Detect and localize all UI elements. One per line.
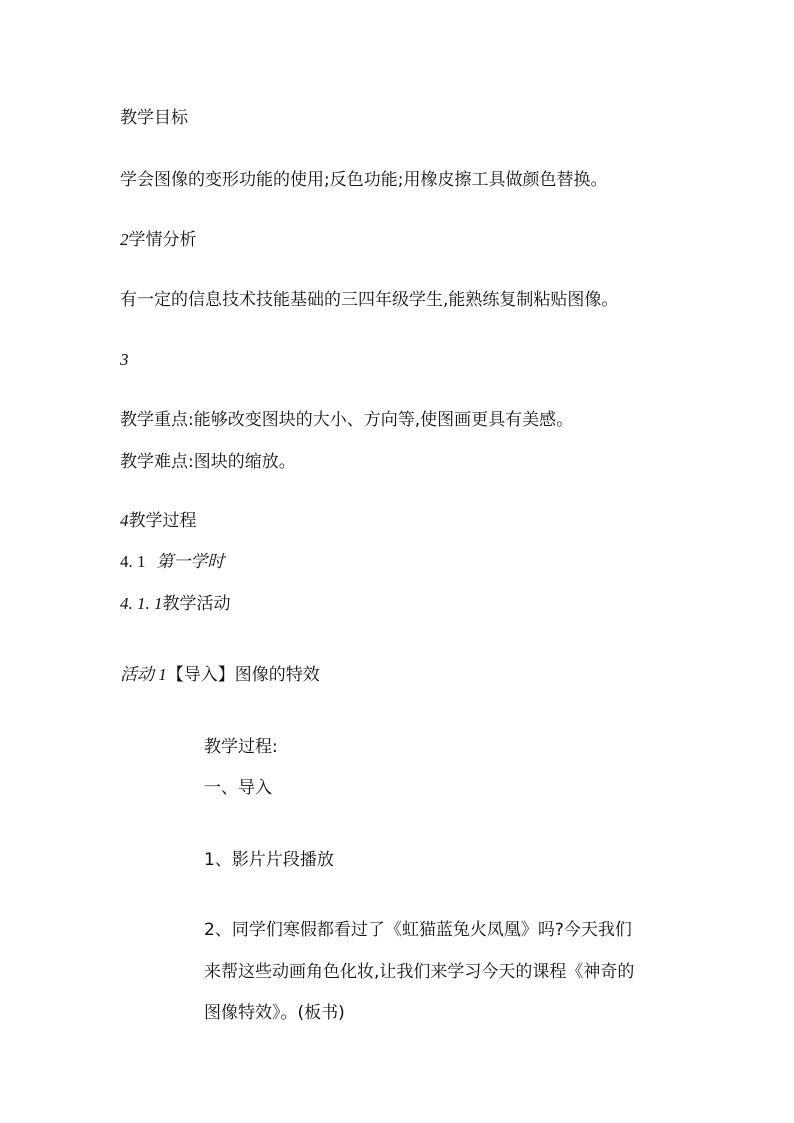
section-title: 教学活动 xyxy=(162,594,231,614)
activity-prefix: 活动 1 xyxy=(120,665,167,684)
section-number: 2 xyxy=(120,230,129,249)
heading-section-3 xyxy=(120,348,129,372)
list-item: 2、同学们寒假都看过了《虹猫蓝兔火凤凰》吗?今天我们 xyxy=(204,920,632,940)
analysis-text: 有一定的信息技术技能基础的三四年级学生,能熟练复制粘贴图像。 xyxy=(120,290,619,310)
section-title: 教学过程 xyxy=(128,511,197,531)
key-point-text: 教学重点:能够改变图块的大小、方向等,使图画更具有美感。 xyxy=(120,410,574,430)
heading-teaching-process xyxy=(120,509,197,533)
section-number: 3 xyxy=(120,350,129,369)
step-intro: 一、导入 xyxy=(204,778,272,798)
heading-learning-analysis xyxy=(120,228,197,252)
section-number: 4 xyxy=(120,511,129,530)
list-item: 1、影片片段播放 xyxy=(204,850,334,870)
section-number: 4. 1. 1 xyxy=(120,594,163,613)
objectives-text: 学会图像的变形功能的使用;反色功能;用橡皮擦工具做颜色替换。 xyxy=(120,170,608,190)
section-title: 第一学时 xyxy=(156,552,225,572)
heading-first-period xyxy=(120,550,224,574)
list-item-continuation: 图像特效》。(板书) xyxy=(204,1003,345,1023)
difficult-point-text: 教学难点:图块的缩放。 xyxy=(120,452,296,472)
section-number: 4. 1 xyxy=(120,552,146,571)
heading-activity-1 xyxy=(120,663,320,687)
heading-teaching-activity xyxy=(120,592,231,616)
activity-title: 【导入】图像的特效 xyxy=(166,665,320,685)
heading-teaching-objectives: 教学目标 xyxy=(120,108,188,128)
section-title: 学情分析 xyxy=(128,230,197,250)
process-label: 教学过程: xyxy=(204,737,278,757)
list-item-continuation: 来帮这些动画角色化妆,让我们来学习今天的课程《神奇的 xyxy=(204,962,635,982)
